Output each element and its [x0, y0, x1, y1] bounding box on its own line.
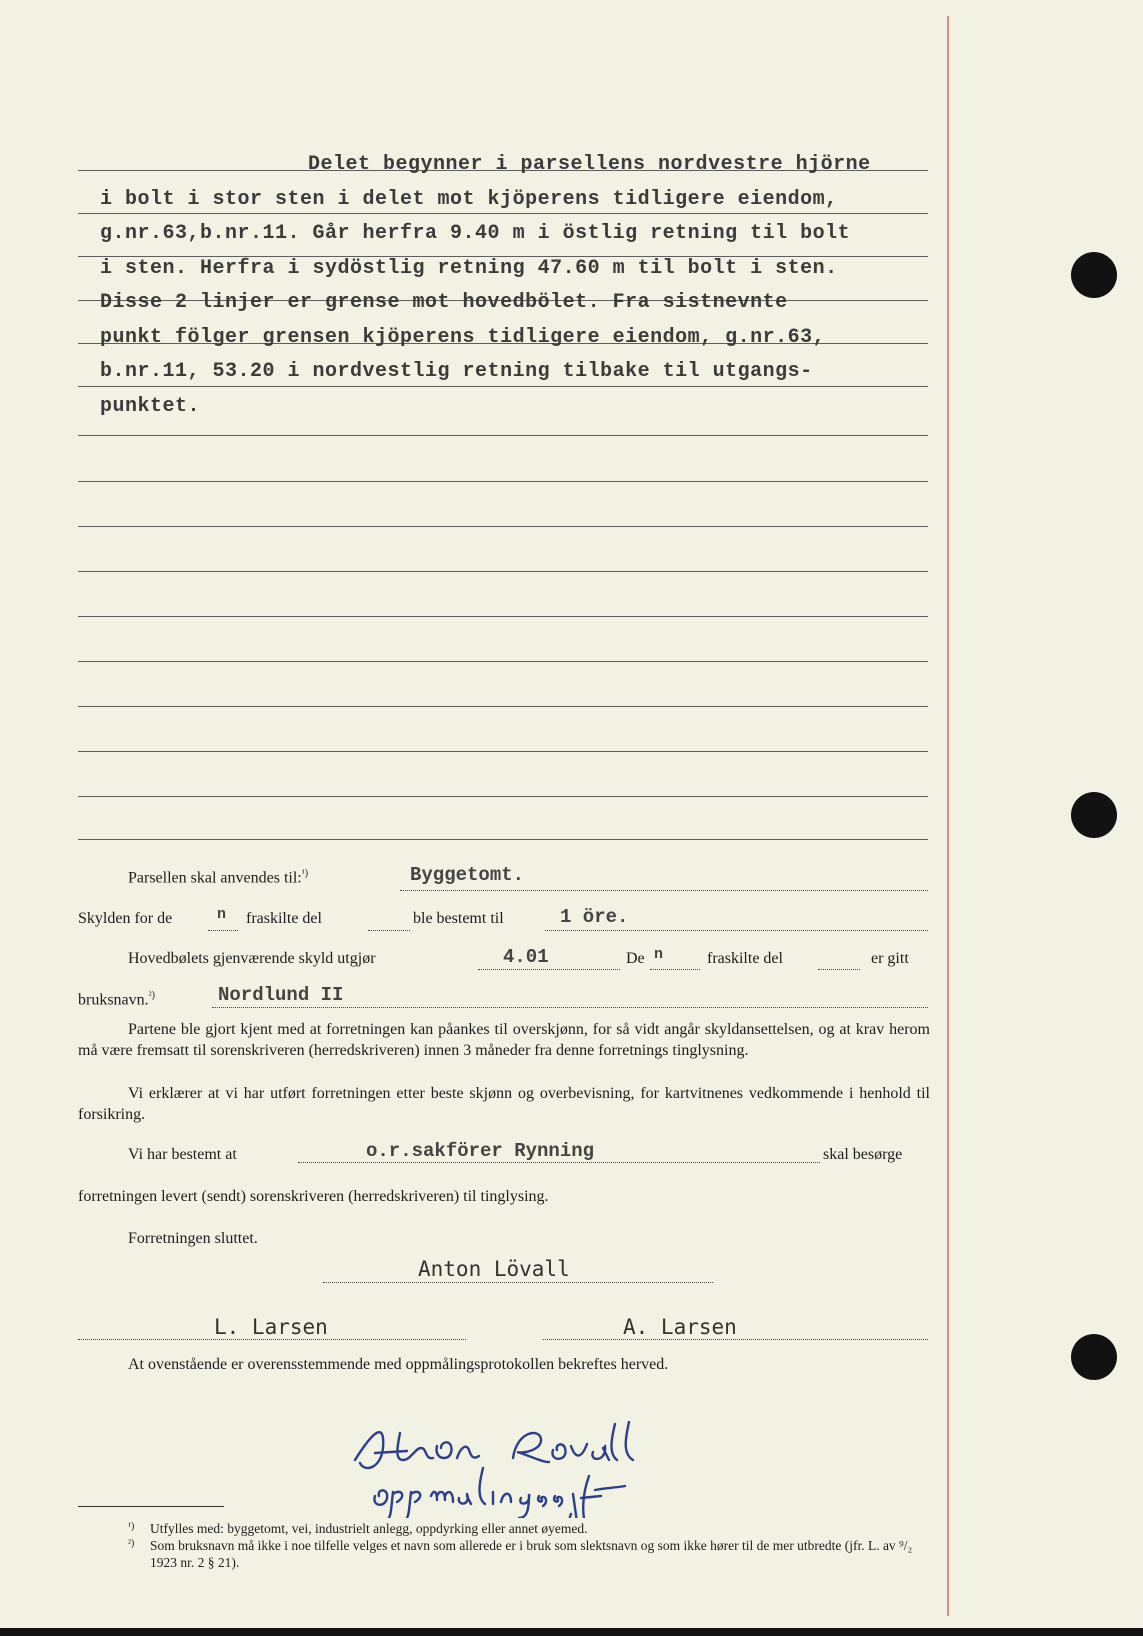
rule-line [78, 751, 928, 752]
usage-label-text: Parsellen skal anvendes til: [128, 869, 302, 887]
sluttet-line: Forretningen sluttet. [128, 1230, 258, 1247]
skyld-de-dots [208, 930, 238, 931]
footnote [128, 1520, 934, 1537]
levert-line: forretningen levert (sendt) sorenskriveren (herredskriveren) til tinglysing. [78, 1188, 549, 1205]
handwritten-signature [345, 1418, 725, 1518]
hoved-label-c: fraskilte del [707, 950, 783, 967]
typed-line: i sten. Herfra i sydöstlig retning 47.60 m til bolt i sten. [100, 256, 838, 280]
skyld-del-dots [368, 930, 410, 931]
typed-line: Delet begynner i parsellens nordvestre hjörne [308, 153, 871, 176]
rule-line [78, 661, 928, 662]
hoved-label-a: Hovedbølets gjenværende skyld utgjør [128, 950, 376, 967]
footnote-text: Som bruksnavn må ikke i noe tilfelle velges et navn som allerede er i bruk som slektsnavn og som ikke hører til de mer utbredte (jfr. L. av ⁹/₂ 1923 nr. 2 § 21). [150, 1538, 913, 1570]
signature-left-dots [78, 1339, 466, 1340]
footnotes [128, 1520, 934, 1571]
punch-hole [1071, 1334, 1117, 1380]
rule-line [78, 839, 928, 840]
rule-line [78, 481, 928, 482]
signature-right: A. Larsen [623, 1315, 737, 1339]
typed-line: punkt fölger grensen kjöperens tidligere eiendom, g.nr.63, [100, 325, 826, 349]
signature-main-dots [323, 1282, 713, 1283]
typed-line: punktet. [100, 394, 201, 418]
skyld-value: 1 öre. [560, 906, 629, 928]
footnote-text: Utfylles med: byggetomt, vei, industrielt anlegg, oppdyrking eller annet øyemed. [150, 1521, 588, 1536]
bruksnavn-dots [212, 1007, 928, 1008]
usage-value: Byggetomt. [410, 864, 525, 886]
footnote-mark: ²) [128, 1538, 135, 1549]
typed-description [100, 148, 930, 424]
hoved-de-value: n [654, 946, 664, 963]
bestemt-value: o.r.sakförer Rynning [366, 1140, 595, 1162]
signature-main: Anton Lövall [418, 1257, 570, 1281]
typed-line: g.nr.63,b.nr.11. Går herfra 9.40 m i östlig retning til bolt [100, 222, 851, 245]
bruksnavn-value: Nordlund II [218, 984, 344, 1006]
bruksnavn-label-text: bruksnavn. [78, 991, 149, 1009]
signature-right-dots [543, 1339, 928, 1340]
punch-hole [1071, 792, 1117, 838]
rule-line [78, 796, 928, 797]
skyld-de-value: n [217, 906, 227, 923]
hoved-label-d: er gitt [871, 950, 909, 967]
usage-label [128, 868, 308, 887]
skyld-label-c: ble bestemt til [413, 910, 504, 927]
usage-dotted-line [400, 890, 928, 891]
skyld-label-a: Skylden for de [78, 910, 173, 927]
punch-hole [1071, 252, 1117, 298]
rule-line [78, 616, 928, 617]
footnote-mark: ¹) [128, 1521, 135, 1532]
footnote-rule [78, 1506, 224, 1507]
rule-line [78, 571, 928, 572]
rule-line [78, 706, 928, 707]
usage-footnote-ref: ¹) [301, 868, 309, 879]
typed-line: b.nr.11, 53.20 i nordvestlig retning tilbake til utgangs- [100, 360, 813, 383]
rule-line [78, 435, 928, 436]
bruksnavn-footnote-ref: ²) [148, 990, 155, 1001]
bestemt-dots [298, 1162, 820, 1163]
skyld-label-b: fraskilte del [246, 910, 322, 927]
typed-line: Disse 2 linjer er grense mot hovedbölet. Fra sistnevnte [100, 291, 788, 314]
rule-line [78, 526, 928, 527]
certification-line: At ovenstående er overensstemmende med oppmålingsprotokollen bekreftes herved. [128, 1356, 669, 1373]
hoved-de-dots [650, 969, 700, 970]
paragraph-erklaring: Vi erklærer at vi har utført forretningen etter beste skjønn og overbevisning, for kartvitnenes vedkommende i henhold til forsikring. [78, 1085, 930, 1123]
paragraph-overskjonn: Partene ble gjort kjent med at forretningen kan påankes til overskjønn, for så vidt angår skyldansettelsen, og at krav herom må være fremsatt til sorenskriveren (herredskriveren) innen 3 måneder fra denne forretnings tinglysning. [78, 1021, 930, 1059]
bruksnavn-label [78, 990, 155, 1009]
signature-left: L. Larsen [214, 1315, 328, 1339]
bestemt-label-b: skal besørge [823, 1146, 903, 1163]
typed-line: i bolt i stor sten i delet mot kjöperens tidligere eiendom, [100, 187, 838, 211]
bestemt-label: Vi har bestemt at [128, 1146, 237, 1163]
footnote [128, 1537, 934, 1571]
margin-line [947, 16, 949, 1616]
hoved-value-dots [478, 969, 620, 970]
hoved-label-b: De [626, 950, 645, 967]
hoved-value: 4.01 [503, 946, 549, 968]
hoved-del-dots [818, 969, 860, 970]
skyld-value-dots [545, 930, 928, 931]
